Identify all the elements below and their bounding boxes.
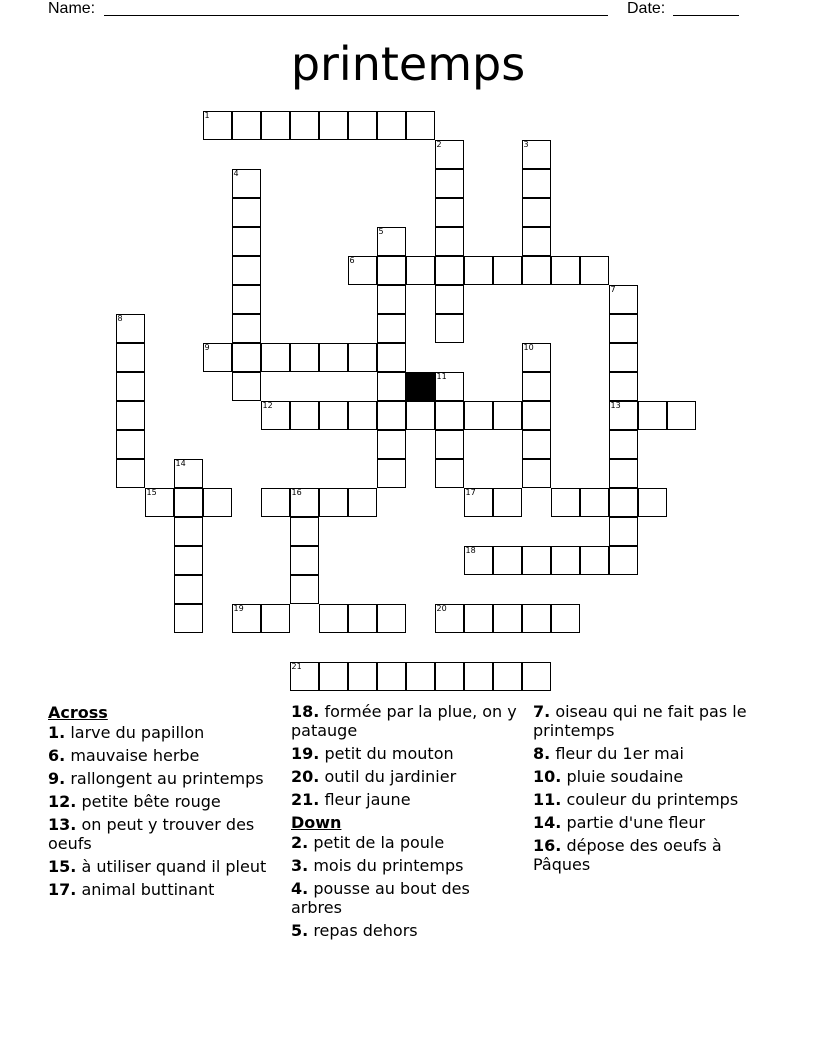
crossword-cell[interactable] — [406, 401, 435, 430]
crossword-cell[interactable] — [261, 343, 290, 372]
crossword-cell[interactable] — [551, 604, 580, 633]
clue-item-text: partie d'une fleur — [566, 813, 706, 832]
crossword-cell[interactable] — [377, 285, 406, 314]
clue-number: 17 — [465, 487, 476, 497]
crossword-cell[interactable] — [435, 459, 464, 488]
crossword-cell[interactable] — [290, 111, 319, 140]
clue-item-text: repas dehors — [313, 921, 418, 940]
crossword-cell[interactable] — [174, 604, 203, 633]
clue-item-number: 14. — [533, 813, 562, 832]
crossword-cell[interactable] — [290, 575, 319, 604]
clue-item-text: formée par la plue, on y patauge — [291, 702, 517, 740]
clue-item-number: 4. — [291, 879, 309, 898]
crossword-cell[interactable] — [232, 198, 261, 227]
name-label: Name: — [48, 0, 96, 17]
crossword-cell[interactable] — [522, 546, 551, 575]
crossword-cell[interactable] — [609, 517, 638, 546]
clue-item-text: rallongent au printemps — [70, 769, 264, 788]
crossword-cell[interactable] — [522, 198, 551, 227]
crossword-cell[interactable] — [435, 430, 464, 459]
crossword-cell[interactable] — [609, 430, 638, 459]
crossword-cell[interactable] — [435, 256, 464, 285]
crossword-cell[interactable] — [522, 662, 551, 691]
crossword-cell[interactable] — [435, 198, 464, 227]
crossword-cell[interactable] — [609, 401, 638, 430]
crossword-cell[interactable] — [609, 285, 638, 314]
crossword-cell[interactable] — [348, 401, 377, 430]
clue-item-number: 9. — [48, 769, 66, 788]
crossword-cell[interactable] — [319, 401, 348, 430]
clue-number: 12 — [262, 400, 273, 410]
crossword-cell[interactable] — [435, 227, 464, 256]
clue-item-text: outil du jardinier — [324, 767, 457, 786]
clue-item-number: 3. — [291, 856, 309, 875]
clue-item-text: petit du mouton — [324, 744, 454, 763]
clue-item-number: 21. — [291, 790, 320, 809]
clues-column-3 — [533, 702, 765, 878]
crossword-cell[interactable] — [522, 430, 551, 459]
crossword-cell[interactable] — [493, 546, 522, 575]
clue-item — [48, 857, 280, 876]
clue-item-number: 11. — [533, 790, 562, 809]
clue-number: 8 — [117, 313, 123, 323]
crossword-cell[interactable] — [435, 604, 464, 633]
clue-number: 14 — [175, 458, 186, 468]
clue-item — [533, 744, 765, 763]
clue-item — [291, 744, 523, 763]
clue-item — [533, 767, 765, 786]
clue-number: 5 — [378, 226, 384, 236]
crossword-cell[interactable] — [464, 662, 493, 691]
crossword-cell[interactable] — [551, 546, 580, 575]
crossword-cell[interactable] — [609, 459, 638, 488]
crossword-cell[interactable] — [232, 285, 261, 314]
crossword-cell[interactable] — [377, 227, 406, 256]
crossword-cell[interactable] — [609, 343, 638, 372]
crossword-cell[interactable] — [493, 662, 522, 691]
crossword-cell[interactable] — [435, 662, 464, 691]
crossword-cell[interactable] — [348, 343, 377, 372]
crossword-cell[interactable] — [348, 488, 377, 517]
crossword-cell[interactable] — [406, 256, 435, 285]
crossword-cell[interactable] — [116, 459, 145, 488]
crossword-cell[interactable] — [609, 546, 638, 575]
clue-number: 21 — [291, 661, 302, 671]
crossword-cell[interactable] — [116, 430, 145, 459]
crossword-cell[interactable] — [435, 169, 464, 198]
clue-number: 20 — [436, 603, 447, 613]
clue-number: 11 — [436, 371, 447, 381]
clue-number: 13 — [610, 400, 621, 410]
clue-number: 2 — [436, 139, 442, 149]
across-clues-list — [48, 723, 280, 899]
clue-item-number: 6. — [48, 746, 66, 765]
clue-item — [533, 790, 765, 809]
clue-number: 15 — [146, 487, 157, 497]
crossword-cell[interactable] — [377, 314, 406, 343]
crossword-cell[interactable] — [464, 488, 493, 517]
crossword-cell[interactable] — [290, 343, 319, 372]
page-title: printemps — [290, 37, 526, 91]
clue-item-number: 8. — [533, 744, 551, 763]
clue-item-text: oiseau qui ne fait pas le printemps — [533, 702, 747, 740]
crossword-cell[interactable] — [493, 401, 522, 430]
clue-item-number: 1. — [48, 723, 66, 742]
clue-item-number: 5. — [291, 921, 309, 940]
clue-item-text: animal buttinant — [81, 880, 215, 899]
crossword-cell[interactable] — [348, 662, 377, 691]
crossword-cell[interactable] — [377, 343, 406, 372]
crossword-cell[interactable] — [667, 401, 696, 430]
clue-number: 18 — [465, 545, 476, 555]
clue-item — [291, 879, 523, 917]
crossword-cell[interactable] — [319, 488, 348, 517]
clue-item-number: 16. — [533, 836, 562, 855]
clue-item — [291, 921, 523, 940]
crossword-cell[interactable] — [232, 343, 261, 372]
clue-item — [291, 702, 523, 740]
crossword-cell[interactable] — [232, 227, 261, 256]
crossword-cell[interactable] — [522, 256, 551, 285]
clue-item-text: fleur jaune — [324, 790, 411, 809]
crossword-cell[interactable] — [406, 662, 435, 691]
crossword-cell[interactable] — [232, 372, 261, 401]
crossword-cell[interactable] — [435, 401, 464, 430]
crossword-cell[interactable] — [290, 488, 319, 517]
clue-item — [533, 702, 765, 740]
clue-item-text: couleur du printemps — [566, 790, 739, 809]
clue-item-number: 15. — [48, 857, 77, 876]
clue-item-text: on peut y trouver des oeufs — [48, 815, 255, 853]
crossword-cell[interactable] — [203, 488, 232, 517]
clue-item — [48, 723, 280, 742]
crossword-cell[interactable] — [464, 401, 493, 430]
crossword-cell[interactable] — [290, 662, 319, 691]
crossword-cell[interactable] — [435, 314, 464, 343]
crossword-cell[interactable] — [174, 575, 203, 604]
crossword-cell[interactable] — [638, 401, 667, 430]
clue-item-number: 18. — [291, 702, 320, 721]
clue-item-text: petite bête rouge — [81, 792, 221, 811]
crossword-cell[interactable] — [580, 488, 609, 517]
clues-column-1 — [48, 702, 280, 903]
crossword-cell[interactable] — [522, 459, 551, 488]
clue-item — [48, 815, 280, 853]
clue-item — [48, 880, 280, 899]
crossword-cell[interactable] — [174, 546, 203, 575]
clue-item-number: 10. — [533, 767, 562, 786]
crossword-cell[interactable] — [232, 604, 261, 633]
crossword-cell[interactable] — [493, 488, 522, 517]
clue-item — [291, 790, 523, 809]
black-square — [406, 372, 435, 401]
clue-number: 1 — [204, 110, 210, 120]
clue-item-text: fleur du 1er mai — [555, 744, 684, 763]
crossword-cell[interactable] — [261, 111, 290, 140]
down-clues-list-continued — [533, 702, 765, 874]
crossword-cell[interactable] — [522, 401, 551, 430]
across-clues-list-continued — [291, 702, 523, 809]
crossword-cell[interactable] — [116, 314, 145, 343]
across-heading: Across — [48, 703, 108, 722]
crossword-cell[interactable] — [493, 256, 522, 285]
crossword-cell[interactable] — [203, 111, 232, 140]
crossword-cell[interactable] — [232, 111, 261, 140]
crossword-cell[interactable] — [522, 140, 551, 169]
clue-number: 19 — [233, 603, 244, 613]
crossword-cell[interactable] — [145, 488, 174, 517]
clue-number: 4 — [233, 168, 239, 178]
clue-number: 16 — [291, 487, 302, 497]
crossword-cell[interactable] — [174, 459, 203, 488]
crossword-cell[interactable] — [116, 343, 145, 372]
crossword-cell[interactable] — [435, 285, 464, 314]
crossword-cell[interactable] — [493, 604, 522, 633]
crossword-cell[interactable] — [348, 256, 377, 285]
crossword-cell[interactable] — [319, 111, 348, 140]
crossword-cell[interactable] — [522, 227, 551, 256]
crossword-cell[interactable] — [116, 372, 145, 401]
clue-number: 7 — [610, 284, 616, 294]
clue-item — [291, 767, 523, 786]
crossword-cell[interactable] — [261, 604, 290, 633]
crossword-cell[interactable] — [348, 604, 377, 633]
down-clues-list — [291, 833, 523, 940]
crossword-cell[interactable] — [464, 256, 493, 285]
crossword-cell[interactable] — [406, 111, 435, 140]
clue-item-text: mauvaise herbe — [70, 746, 200, 765]
clue-number: 3 — [523, 139, 529, 149]
crossword-cell[interactable] — [261, 401, 290, 430]
crossword-cell[interactable] — [116, 401, 145, 430]
clue-item-number: 19. — [291, 744, 320, 763]
clue-item-number: 20. — [291, 767, 320, 786]
crossword-cell[interactable] — [609, 488, 638, 517]
clue-item — [48, 792, 280, 811]
clue-item-text: à utiliser quand il pleut — [81, 857, 267, 876]
clue-item — [48, 746, 280, 765]
clue-item-number: 13. — [48, 815, 77, 834]
crossword-cell[interactable] — [435, 140, 464, 169]
crossword-cell[interactable] — [464, 546, 493, 575]
crossword-cell[interactable] — [464, 604, 493, 633]
crossword-cell[interactable] — [232, 314, 261, 343]
clue-item-number: 12. — [48, 792, 77, 811]
clue-item-text: pousse au bout des arbres — [291, 879, 470, 917]
crossword-cell[interactable] — [377, 111, 406, 140]
crossword-cell[interactable] — [174, 488, 203, 517]
crossword-cell[interactable] — [551, 488, 580, 517]
crossword-cell[interactable] — [580, 256, 609, 285]
crossword-cell[interactable] — [522, 604, 551, 633]
clue-item — [291, 856, 523, 875]
crossword-cell[interactable] — [580, 546, 609, 575]
crossword-cell[interactable] — [377, 372, 406, 401]
crossword-cell[interactable] — [435, 372, 464, 401]
crossword-cell[interactable] — [319, 662, 348, 691]
clue-number: 10 — [523, 342, 534, 352]
crossword-cell[interactable] — [551, 256, 580, 285]
date-label: Date: — [627, 0, 666, 17]
crossword-cell[interactable] — [319, 604, 348, 633]
crossword-cell[interactable] — [319, 343, 348, 372]
crossword-cell[interactable] — [638, 488, 667, 517]
clue-item-number: 17. — [48, 880, 77, 899]
crossword-cell[interactable] — [522, 372, 551, 401]
crossword-cell[interactable] — [522, 169, 551, 198]
clue-item — [48, 769, 280, 788]
crossword-cell[interactable] — [609, 314, 638, 343]
clue-item — [533, 813, 765, 832]
clue-item-number: 7. — [533, 702, 551, 721]
clue-item-text: pluie soudaine — [566, 767, 684, 786]
clue-item-text: petit de la poule — [313, 833, 445, 852]
crossword-cell[interactable] — [377, 401, 406, 430]
crossword-cell[interactable] — [522, 343, 551, 372]
crossword-cell[interactable] — [377, 256, 406, 285]
crossword-cell[interactable] — [348, 111, 377, 140]
crossword-cell[interactable] — [377, 430, 406, 459]
crossword-cell[interactable] — [174, 517, 203, 546]
clue-number: 9 — [204, 342, 210, 352]
crossword-cell[interactable] — [232, 169, 261, 198]
crossword-cell[interactable] — [232, 256, 261, 285]
crossword-cell[interactable] — [290, 517, 319, 546]
crossword-cell[interactable] — [377, 662, 406, 691]
crossword-cell[interactable] — [290, 401, 319, 430]
clues-column-2 — [291, 702, 523, 944]
clue-item — [533, 836, 765, 874]
crossword-cell[interactable] — [377, 604, 406, 633]
crossword-cell[interactable] — [290, 546, 319, 575]
crossword-cell[interactable] — [377, 459, 406, 488]
crossword-cell[interactable] — [609, 372, 638, 401]
clue-item-text: mois du printemps — [313, 856, 464, 875]
clue-item-number: 2. — [291, 833, 309, 852]
clue-item-text: dépose des oeufs à Pâques — [533, 836, 722, 874]
clue-item — [291, 833, 523, 852]
clue-item-text: larve du papillon — [70, 723, 205, 742]
crossword-cell[interactable] — [261, 488, 290, 517]
clue-number: 6 — [349, 255, 355, 265]
crossword-cell[interactable] — [203, 343, 232, 372]
down-heading: Down — [291, 813, 342, 832]
